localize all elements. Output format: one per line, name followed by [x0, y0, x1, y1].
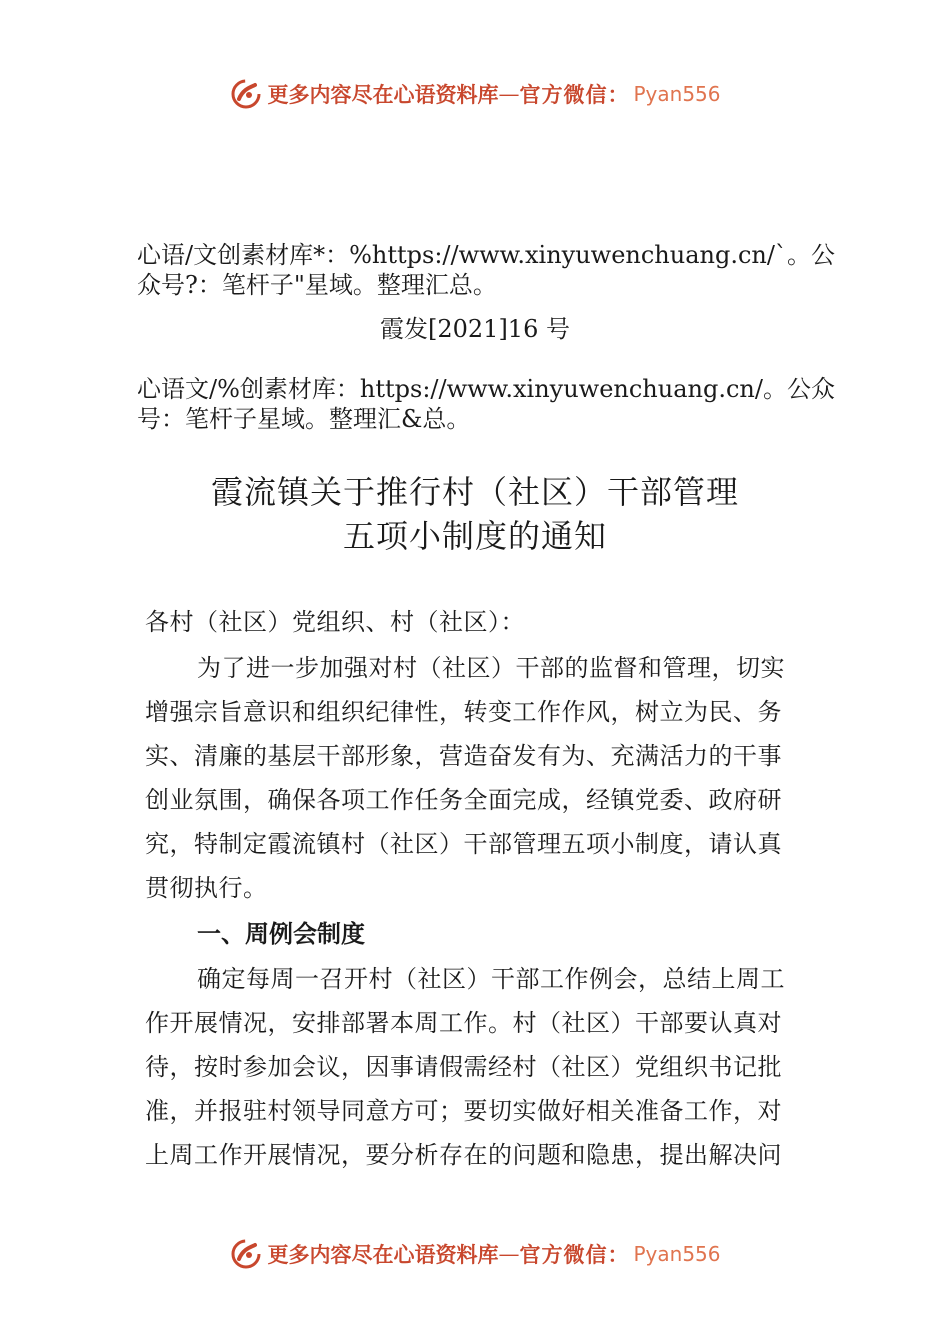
banner-main-text: 更多内容尽在心语资料库	[267, 1242, 499, 1267]
salutation	[145, 600, 825, 644]
banner-wechat-id: Pyan556	[633, 82, 721, 106]
source-note-2	[137, 374, 837, 434]
section-1-paragraph	[145, 957, 825, 1177]
section-1-line: 上周工作开展情况，要分析存在的问题和隐患，提出解决问	[145, 1141, 782, 1169]
intro-line: 为了进一步加强对村（社区）干部的监督和管理，切实	[197, 654, 785, 682]
source-note-1-line-2: 众号?：笔杆子"星域。整理汇总。	[137, 271, 497, 299]
intro-line: 增强宗旨意识和组织纪律性，转变工作作风，树立为民、务	[145, 698, 782, 726]
intro-line: 究，特制定霞流镇村（社区）干部管理五项小制度，请认真	[145, 830, 782, 858]
banner-main-text: 更多内容尽在心语资料库	[267, 82, 499, 107]
watermark-banner-top	[0, 74, 950, 114]
swirl-logo-icon	[229, 1237, 263, 1271]
section-1-line: 待，按时参加会议，因事请假需经村（社区）党组织书记批	[145, 1053, 782, 1081]
source-note-2-line-1: 心语文/%创素材库：https://www.xinyuwenchuang.cn/。公众	[137, 375, 835, 403]
intro-paragraph	[145, 646, 825, 910]
banner-dash: —	[498, 82, 520, 106]
swirl-logo-icon	[229, 77, 263, 111]
document-number: 霞发[2021]16 号	[380, 315, 570, 343]
section-1-line: 确定每周一召开村（社区）干部工作例会，总结上周工	[197, 965, 785, 993]
document-title-line-1: 霞流镇关于推行村（社区）干部管理	[210, 473, 739, 511]
document-title-line-2: 五项小制度的通知	[342, 517, 607, 555]
source-note-1	[137, 240, 837, 300]
banner-wechat-label: 官方微信：	[519, 82, 630, 107]
intro-line: 创业氛围，确保各项工作任务全面完成，经镇党委、政府研	[145, 786, 782, 814]
intro-line: 实、清廉的基层干部形象，营造奋发有为、充满活力的干事	[145, 742, 782, 770]
source-note-2-line-2: 号：笔杆子星域。整理汇&总。	[137, 405, 471, 433]
salutation-text: 各村（社区）党组织、村（社区）：	[145, 608, 525, 636]
section-1-line: 作开展情况，安排部署本周工作。村（社区）干部要认真对	[145, 1009, 782, 1037]
section-1-heading: 一、周例会制度	[197, 920, 365, 948]
watermark-banner-bottom	[0, 1234, 950, 1274]
section-1-line: 准，并报驻村领导同意方可；要切实做好相关准备工作，对	[145, 1097, 782, 1125]
source-note-1-line-1: 心语/文创素材库*：%https://www.xinyuwenchuang.cn/`。公	[137, 241, 835, 269]
banner-wechat-id: Pyan556	[633, 1242, 721, 1266]
intro-line: 贯彻执行。	[145, 874, 268, 902]
banner-wechat-label: 官方微信：	[519, 1242, 630, 1267]
banner-dash: —	[498, 1242, 520, 1266]
